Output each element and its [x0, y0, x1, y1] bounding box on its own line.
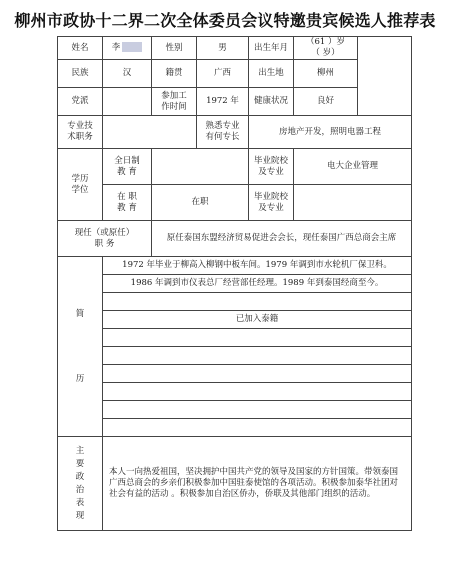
value-position: 原任泰国东盟经济贸易促进会会长，现任泰国广西总商会主席 [152, 221, 412, 257]
label-expertise: 熟悉专业 有何专长 [197, 116, 249, 149]
resume-line-10 [103, 419, 412, 437]
row-performance [58, 437, 412, 531]
value-parttime: 在职 [152, 185, 249, 221]
value-birth: （61 ）岁 （ 岁） [294, 37, 358, 60]
row-tech [58, 116, 412, 149]
resume-line-9 [103, 401, 412, 419]
value-expertise: 房地产开发，照明电器工程 [249, 116, 412, 149]
label-fulltime: 全日制 教 育 [103, 149, 152, 185]
resume-line-1: 1972 年毕业于柳高入柳钢中板车间。1979 年调到市水轮机厂保卫科。 [103, 257, 412, 275]
form-title: 柳州市政协十二界二次全体委员会议特邀贵宾候选人推荐表 [14, 11, 436, 30]
resume-row-8 [58, 383, 412, 401]
label-birthplace: 出生地 [249, 60, 294, 88]
label-origin: 籍贯 [152, 60, 197, 88]
value-gender: 男 [197, 37, 249, 60]
resume-row-1 [58, 257, 412, 275]
value-name: 李 [103, 37, 152, 60]
resume-row-6 [58, 347, 412, 365]
value-ethnicity: 汉 [103, 60, 152, 88]
name-redaction [122, 42, 142, 52]
value-school-2 [294, 185, 412, 221]
label-health: 健康状况 [249, 88, 294, 116]
resume-row-4 [58, 311, 412, 329]
label-birth: 出生年月 [249, 37, 294, 60]
value-performance: 本人一向热爱祖国，坚决拥护中国共产党的领导及国家的方针国策。带领泰国广西总商会的乡亲们积极参加中国驻泰使馆的各项活动。积极参加泰华社团对社会有益的活动 。积极参加自治区侨办，侨联及其他部门组织的活动。 [103, 437, 412, 531]
value-party [103, 88, 152, 116]
row-position [58, 221, 412, 257]
resume-line-2: 1986 年调到市仪表总厂经营部任经理。1989 年到泰国经商至今。 [103, 275, 412, 293]
resume-line-6 [103, 347, 412, 365]
label-school-2: 毕业院校 及专业 [249, 185, 294, 221]
value-fulltime [152, 149, 249, 185]
label-work-start: 参加工 作时间 [152, 88, 197, 116]
row-edu-fulltime [58, 149, 412, 185]
label-education: 学历 学位 [58, 149, 103, 221]
resume-row-10 [58, 419, 412, 437]
resume-row-7 [58, 365, 412, 383]
row-edu-parttime [58, 185, 412, 221]
value-origin: 广西 [197, 60, 249, 88]
label-party: 党派 [58, 88, 103, 116]
label-ethnicity: 民族 [58, 60, 103, 88]
label-name: 姓名 [58, 37, 103, 60]
label-performance: 主 要 政 治 表 现 [58, 437, 103, 531]
row-name [58, 37, 412, 60]
resume-row-2 [58, 275, 412, 293]
label-position: 现任（或原任） 职 务 [58, 221, 152, 257]
value-work-start: 1972 年 [197, 88, 249, 116]
resume-line-5 [103, 329, 412, 347]
photo-area [358, 37, 412, 116]
value-health: 良好 [294, 88, 358, 116]
resume-line-8 [103, 383, 412, 401]
value-tech [103, 116, 197, 149]
label-parttime: 在 职 教 育 [103, 185, 152, 221]
resume-row-5 [58, 329, 412, 347]
resume-line-7 [103, 365, 412, 383]
resume-line-3 [103, 293, 412, 311]
resume-line-4: 已加入泰籍 [103, 311, 412, 329]
label-gender: 性别 [152, 37, 197, 60]
resume-row-3 [58, 293, 412, 311]
resume-row-9 [58, 401, 412, 419]
label-tech: 专业技 术职务 [58, 116, 103, 149]
value-school: 电大企业管理 [294, 149, 412, 185]
recommendation-form-table [57, 36, 412, 531]
value-birthplace: 柳州 [294, 60, 358, 88]
label-school: 毕业院校 及专业 [249, 149, 294, 185]
label-resume: 简 历 [58, 257, 103, 437]
